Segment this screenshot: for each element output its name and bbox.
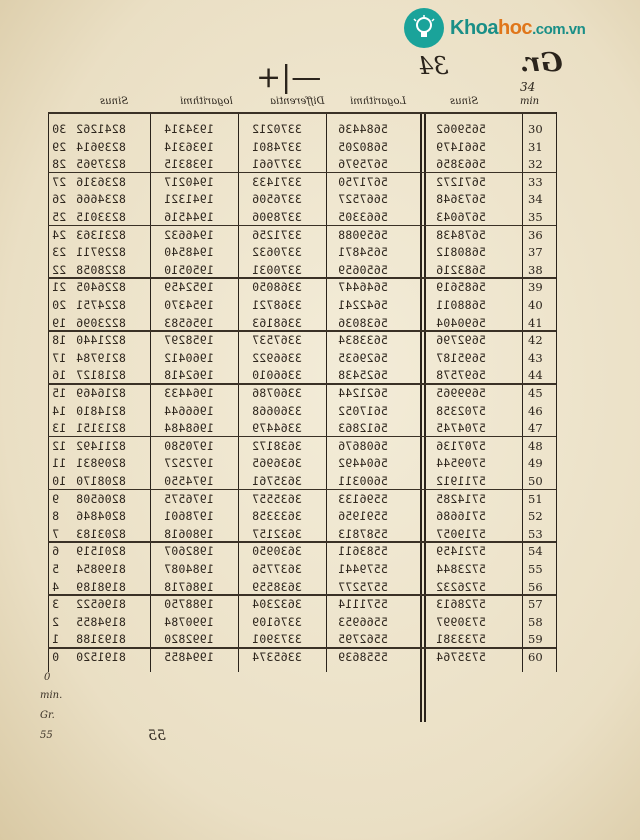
table-cell: 8228058 (76, 262, 126, 277)
mirror-minute: 5 (52, 562, 60, 576)
table-cell: 1954370 (164, 298, 214, 312)
header-gr: Gr. (520, 48, 563, 78)
group-rule (48, 172, 556, 174)
table-cell: 3635761 (252, 474, 302, 488)
table-cell: 5659088 (338, 227, 388, 242)
table-cell: 5695187 (436, 350, 486, 365)
table-cell: 5690404 (436, 315, 486, 330)
mirror-minute: 17 (52, 350, 67, 365)
mirror-minute: 0 (52, 650, 60, 664)
table-cell: 1938315 (164, 157, 214, 172)
margin-note-num: 55 (40, 730, 53, 741)
table-bottom-rule (48, 647, 556, 649)
colhead-logarithmi-left: Logarithmi (350, 96, 407, 107)
table-cell: 3637756 (252, 562, 302, 576)
corner-label-bottom: min (520, 96, 540, 107)
table-cell: 3371256 (252, 227, 302, 242)
table-cell: 5629635 (338, 350, 388, 365)
group-rule (48, 594, 556, 596)
table-cell: 1990784 (164, 614, 214, 629)
table-cell: 1994855 (164, 650, 214, 664)
mirror-minute: 14 (52, 403, 67, 418)
table-cell: 5735764 (436, 650, 486, 664)
table-cell: 8208170 (76, 474, 126, 488)
table-vrule (238, 112, 239, 672)
mirror-minute: 10 (52, 474, 67, 488)
table-cell: 5654871 (338, 245, 388, 260)
table-cell: 3373901 (252, 632, 302, 647)
minute-label: 44 (528, 368, 543, 383)
table-cell: 5583611 (338, 544, 388, 559)
colhead-differentia: Differentia (270, 96, 325, 107)
table-cell: 5608676 (338, 438, 388, 453)
corner-label-top: 34 (520, 80, 536, 94)
minute-label: 49 (528, 456, 543, 471)
table-cell: 3360668 (252, 403, 302, 418)
mirror-minute: 2 (52, 614, 60, 629)
mirror-minute: 12 (52, 438, 67, 453)
mirror-minute: 24 (52, 227, 67, 242)
table-cell: 5680812 (436, 245, 486, 260)
table-cell: 5685619 (436, 280, 486, 295)
table-cell: 5638036 (338, 315, 388, 330)
mirror-minute: 29 (52, 139, 67, 154)
minute-label: 38 (528, 262, 543, 277)
table-cell: 3376109 (252, 614, 302, 629)
table-cell: 1980618 (164, 526, 214, 541)
table-cell: 3374801 (252, 139, 302, 154)
table-cell: 5730997 (436, 614, 486, 629)
mirror-minute: 1 (52, 632, 60, 647)
table-cell: 8209831 (76, 456, 126, 471)
table-cell: 3370632 (252, 245, 302, 260)
table-cell: 5558639 (338, 650, 388, 664)
table-vrule (420, 112, 422, 722)
table-cell: 5612863 (338, 421, 388, 436)
mirror-minute: 23 (52, 245, 67, 260)
minute-label: 53 (528, 526, 543, 541)
minute-label: 56 (528, 579, 543, 594)
table-cell: 5680205 (338, 139, 388, 154)
table-cell: 1968484 (164, 421, 214, 436)
minute-label: 47 (528, 421, 543, 436)
group-rule (48, 541, 556, 543)
mirror-minute: 4 (52, 579, 60, 594)
table-cell: 8191520 (76, 650, 126, 664)
minute-label: 48 (528, 438, 543, 453)
watermark-text: Khoahoc.com.vn (450, 16, 586, 39)
table-cell: 8196522 (76, 597, 126, 612)
table-cell: 5596133 (338, 491, 388, 506)
table-cell: 5642241 (338, 298, 388, 312)
table-cell: 8193188 (76, 632, 126, 647)
table-vrule (326, 112, 327, 672)
header-plus: +|— (256, 60, 322, 95)
table-cell: 8198189 (76, 579, 126, 594)
group-rule (48, 225, 556, 227)
table-vrule (522, 112, 523, 672)
mirror-minute: 11 (52, 456, 67, 471)
table-cell: 3632157 (252, 526, 302, 541)
mirror-minute: 25 (52, 210, 67, 224)
group-rule (48, 436, 556, 438)
table-cell: 8204846 (76, 509, 126, 524)
table-cell: 1962418 (164, 368, 214, 383)
table-cell: 5683216 (436, 262, 486, 277)
table-cell: 3364479 (252, 421, 302, 436)
table-cell: 3360786 (252, 386, 302, 400)
table-cell: 8213151 (76, 421, 126, 436)
table-cell: 1984087 (164, 562, 214, 576)
table-cell: 8203183 (76, 526, 126, 541)
table-cell: 5562795 (338, 632, 388, 647)
minute-label: 51 (528, 491, 543, 506)
table-cell: 1974550 (164, 474, 214, 488)
table-cell: 5600311 (338, 474, 388, 488)
minute-label: 57 (528, 597, 543, 612)
table-cell: 8221440 (76, 333, 126, 348)
margin-note-zero: 0 (44, 672, 51, 683)
mirror-minute: 26 (52, 192, 67, 207)
mirror-minute: 27 (52, 174, 67, 189)
table-cell: 5571114 (338, 597, 388, 612)
table-cell: 3368721 (252, 298, 302, 312)
mirror-minute: 13 (52, 421, 67, 436)
table-cell: 3638559 (252, 579, 302, 594)
table-cell: 3638172 (252, 438, 302, 453)
table-cell: 8206508 (76, 491, 126, 506)
table-cell: 5721459 (436, 544, 486, 559)
table-cell: 5676043 (436, 210, 486, 224)
table-cell: 3378906 (252, 210, 302, 224)
minute-label: 37 (528, 245, 543, 260)
table-cell: 5575277 (338, 579, 388, 594)
table-cell: 8236316 (76, 174, 126, 189)
table-cell: 5688011 (436, 298, 486, 312)
table-cell: 1992820 (164, 632, 214, 647)
table-cell: 5723844 (436, 562, 486, 576)
table-cell: 8241262 (76, 122, 126, 136)
table-cell: 5726232 (436, 579, 486, 594)
table-cell: 1958297 (164, 333, 214, 348)
table-cell: 1934314 (164, 122, 214, 136)
table-cell: 1988750 (164, 597, 214, 612)
table-cell: 3376506 (252, 192, 302, 207)
minute-label: 54 (528, 544, 543, 559)
table-cell: 3365374 (252, 650, 302, 664)
table-cell: 5728613 (436, 597, 486, 612)
table-cell: 5733381 (436, 632, 486, 647)
table-cell: 5667527 (338, 192, 388, 207)
table-cell: 5663305 (338, 210, 388, 224)
table-cell: 1940217 (164, 174, 214, 189)
table-cell: 3633358 (252, 509, 302, 524)
table-cell: 5675976 (338, 157, 388, 172)
table-cell: 3635557 (252, 491, 302, 506)
table-cell: 1944516 (164, 210, 214, 224)
mirror-minute: 3 (52, 597, 60, 612)
mirror-minute: 22 (52, 262, 67, 277)
minute-label: 36 (528, 227, 543, 242)
minute-label: 31 (528, 139, 543, 154)
colhead-logarithmi-right: logarithmi (180, 96, 233, 107)
table-cell: 8237965 (76, 157, 126, 172)
mirror-minute: 19 (52, 315, 67, 330)
table-cell: 5673648 (436, 192, 486, 207)
group-rule (48, 277, 556, 279)
group-rule (48, 383, 556, 385)
table-cell: 1936314 (164, 139, 214, 154)
mirror-minute: 20 (52, 298, 67, 312)
table-cell: 3630950 (252, 544, 302, 559)
table-cell: 5659062 (436, 122, 486, 136)
table-cell: 5663856 (436, 157, 486, 172)
table-cell: 8194855 (76, 614, 126, 629)
colhead-sinus-left: Sinus (450, 96, 479, 107)
group-rule (48, 330, 556, 332)
page-number: 55 (148, 728, 166, 744)
table-cell: 8234666 (76, 192, 126, 207)
table-cell: 1966644 (164, 403, 214, 418)
table-cell: 8211492 (76, 438, 126, 453)
table-cell: 3366010 (252, 368, 302, 383)
colhead-sinus-right: Sinus (100, 96, 129, 107)
table-cell: 5591956 (338, 509, 388, 524)
mirror-minute: 6 (52, 544, 60, 559)
table-cell: 5661479 (436, 139, 486, 154)
minute-label: 55 (528, 562, 543, 576)
table-cell: 1982607 (164, 544, 214, 559)
table-cell: 8239614 (76, 139, 126, 154)
table-cell: 8219784 (76, 350, 126, 365)
minute-label: 32 (528, 157, 543, 172)
table-cell: 3636965 (252, 456, 302, 471)
minute-label: 46 (528, 403, 543, 418)
table-cell: 1970580 (164, 438, 214, 453)
table-cell: 3368050 (252, 280, 302, 295)
table-cell: 5709544 (436, 456, 486, 471)
table-cell: 8216469 (76, 386, 126, 400)
table-cell: 3366922 (252, 350, 302, 365)
table-cell: 1948540 (164, 245, 214, 260)
group-rule (48, 489, 556, 491)
table-cell: 5699965 (436, 386, 486, 400)
mirror-minute: 7 (52, 526, 60, 541)
table-cell: 8201519 (76, 544, 126, 559)
minute-label: 39 (528, 280, 543, 295)
mirror-minute: 15 (52, 386, 67, 400)
table-cell: 5704745 (436, 421, 486, 436)
table-cell: 1972527 (164, 456, 214, 471)
mirror-minute: 18 (52, 333, 67, 348)
minute-label: 50 (528, 474, 543, 488)
minute-label: 41 (528, 315, 543, 330)
table-cell: 5719057 (436, 526, 486, 541)
table-vrule (150, 112, 151, 672)
table-cell: 3367537 (252, 333, 302, 348)
table-cell: 5625438 (338, 368, 388, 383)
table-cell: 1976575 (164, 491, 214, 506)
table-cell: 1986718 (164, 579, 214, 594)
table-cell: 5633834 (338, 333, 388, 348)
margin-note-gr: Gr. (40, 710, 55, 721)
table-cell: 1950510 (164, 262, 214, 277)
minute-label: 42 (528, 333, 543, 348)
table-cell: 5566953 (338, 614, 388, 629)
minute-label: 40 (528, 298, 543, 312)
table-cell: 5707136 (436, 438, 486, 453)
minute-label: 30 (528, 122, 543, 136)
table-cell: 5678438 (436, 227, 486, 242)
margin-note-min: min. (40, 690, 63, 701)
minute-label: 52 (528, 509, 543, 524)
table-cell: 3371433 (252, 174, 302, 189)
minute-label: 45 (528, 386, 543, 400)
table-cell: 8223096 (76, 315, 126, 330)
minute-label: 60 (528, 650, 543, 664)
table-cell: 5646447 (338, 280, 388, 295)
table-vrule (424, 112, 426, 722)
table-top-rule (48, 112, 556, 114)
table-cell: 1946632 (164, 227, 214, 242)
table-cell: 3377661 (252, 157, 302, 172)
minute-label: 35 (528, 210, 543, 224)
table-vrule (556, 112, 557, 672)
mirror-minute: 28 (52, 157, 67, 172)
minute-label: 58 (528, 614, 543, 629)
table-cell: 1952459 (164, 280, 214, 295)
mirror-minute: 8 (52, 509, 60, 524)
table-cell: 5579441 (338, 562, 388, 576)
table-cell: 1956583 (164, 315, 214, 330)
table-cell: 5716686 (436, 509, 486, 524)
table-cell: 3632304 (252, 597, 302, 612)
table-cell: 5604492 (338, 456, 388, 471)
table-cell: 8199854 (76, 562, 126, 576)
table-cell: 8224751 (76, 298, 126, 312)
table-cell: 1941321 (164, 192, 214, 207)
minute-label: 43 (528, 350, 543, 365)
table-cell: 1964433 (164, 386, 214, 400)
minute-label: 33 (528, 174, 543, 189)
table-cell: 5692796 (436, 333, 486, 348)
table-cell: 1978601 (164, 509, 214, 524)
table-cell: 8226405 (76, 280, 126, 295)
table-cell: 5714285 (436, 491, 486, 506)
mirror-minute: 9 (52, 491, 60, 506)
table-cell: 5587813 (338, 526, 388, 541)
minute-label: 34 (528, 192, 543, 207)
table-cell: 8229711 (76, 245, 126, 260)
table-cell: 3370212 (252, 122, 302, 136)
table-cell: 5617052 (338, 403, 388, 418)
table-cell: 8233015 (76, 210, 126, 224)
table-cell: 5621244 (338, 386, 388, 400)
table-cell: 5697578 (436, 368, 486, 383)
table-cell: 5671750 (338, 174, 388, 189)
watermark-logo (404, 2, 640, 54)
mirror-minute: 30 (52, 122, 67, 136)
mirror-minute: 21 (52, 280, 67, 295)
table-cell: 3370031 (252, 262, 302, 277)
table-cell: 5650659 (338, 262, 388, 277)
header-grade: 34 (418, 52, 449, 80)
table-cell: 5671272 (436, 174, 486, 189)
table-cell: 8218127 (76, 368, 126, 383)
lightbulb-icon (404, 8, 444, 48)
table-cell: 8214810 (76, 403, 126, 418)
mirror-minute: 16 (52, 368, 67, 383)
table-vrule (48, 112, 49, 672)
table-cell: 5684436 (338, 122, 388, 136)
table-cell: 5702358 (436, 403, 486, 418)
table-cell: 3368163 (252, 315, 302, 330)
minute-label: 59 (528, 632, 543, 647)
table-cell: 8231363 (76, 227, 126, 242)
table-cell: 5711912 (436, 474, 486, 488)
table-cell: 1960412 (164, 350, 214, 365)
